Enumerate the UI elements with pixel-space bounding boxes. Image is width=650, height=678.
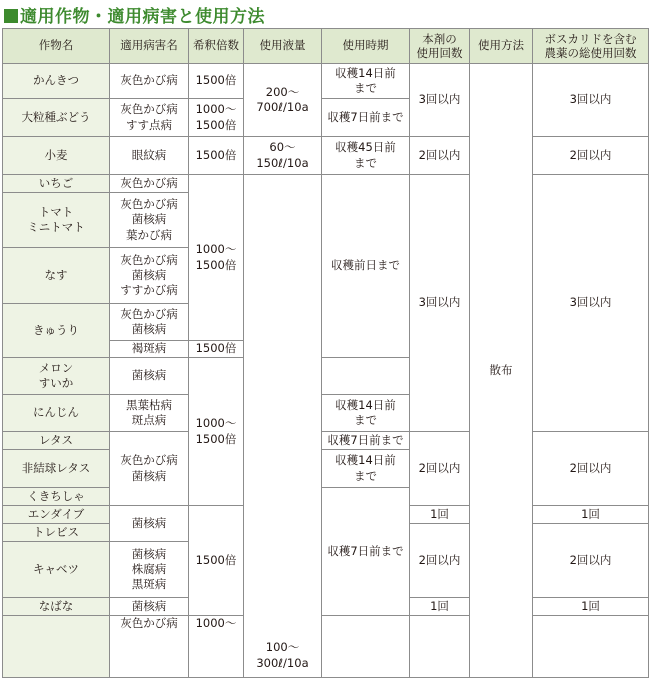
crop-cell: いちご (3, 175, 110, 193)
crop-cell: 小麦 (3, 137, 110, 175)
dilution-cell: 1000〜 1500倍 (189, 99, 244, 137)
title-square-icon (4, 9, 18, 23)
disease-cell: 灰色かび病 (110, 175, 189, 193)
header-row (3, 29, 649, 64)
dilution-cell: 1500倍 (189, 64, 244, 99)
timing-cell: 収穫7日前まで (322, 99, 410, 137)
volume-cell: 60〜 150ℓ/10a (244, 137, 322, 175)
disease-cell: 灰色かび病 菌核病 葉かび病 (110, 193, 189, 248)
crop-cell: くきちしゃ (3, 488, 110, 506)
header-method: 使用方法 (470, 29, 533, 64)
crop-cell: 大粒種ぶどう (3, 99, 110, 137)
dilution-cell: 1000〜 (189, 616, 244, 678)
table-row (3, 175, 649, 193)
count-cell: 3回以内 (410, 64, 470, 137)
disease-cell: 黒葉枯病 斑点病 (110, 395, 189, 432)
crop-cell: かんきつ (3, 64, 110, 99)
dilution-cell: 1500倍 (189, 506, 244, 616)
header-dilution: 希釈倍数 (189, 29, 244, 64)
method-cell: 散布 (470, 64, 533, 678)
timing-cell: 収穫14日前 まで (322, 395, 410, 432)
dilution-cell: 1500倍 (189, 137, 244, 175)
disease-cell: 褐斑病 (110, 341, 189, 358)
disease-cell: 眼紋病 (110, 137, 189, 175)
total-cell: 1回 (533, 598, 649, 616)
count-cell: 2回以内 (410, 524, 470, 598)
disease-cell: 灰色かび病 菌核病 すすかび病 (110, 248, 189, 304)
disease-cell: 菌核病 (110, 506, 189, 542)
timing-cell: 収穫14日前 まで (322, 64, 410, 99)
disease-cell: 灰色かび病 菌核病 (110, 304, 189, 341)
count-cell: 1回 (410, 506, 470, 524)
disease-cell: 灰色かび病 菌核病 (110, 432, 189, 506)
header-volume: 使用液量 (244, 29, 322, 64)
dilution-cell: 1000〜 1500倍 (189, 175, 244, 341)
application-table (2, 28, 649, 678)
crop-cell: トレビス (3, 524, 110, 542)
crop-cell: キャベツ (3, 542, 110, 598)
timing-cell: 収穫45日前 まで (322, 137, 410, 175)
crop-cell: きゅうり (3, 304, 110, 358)
total-cell: 2回以内 (533, 524, 649, 598)
header-total: ボスカリドを含む 農薬の総使用回数 (533, 29, 649, 64)
count-cell: 2回以内 (410, 432, 470, 506)
timing-cell: 収穫14日前 まで (322, 450, 410, 488)
volume-cell (322, 616, 410, 678)
count-cell (533, 616, 649, 678)
volume-cell: 100〜 300ℓ/10a (244, 175, 322, 678)
disease-cell: 菌核病 (110, 598, 189, 616)
crop-cell: なす (3, 248, 110, 304)
dilution-cell: 1000〜 1500倍 (189, 358, 244, 506)
timing-cell: 収穫7日前まで (322, 432, 410, 450)
total-cell: 2回以内 (533, 432, 649, 506)
crop-cell (3, 616, 110, 678)
header-disease: 適用病害名 (110, 29, 189, 64)
timing-cell (410, 616, 470, 678)
disease-cell: 菌核病 (110, 358, 189, 395)
header-crop: 作物名 (3, 29, 110, 64)
total-cell: 3回以内 (533, 64, 649, 137)
timing-cell: 収穫前日まで (322, 175, 410, 358)
table-row (3, 64, 649, 99)
count-cell: 3回以内 (410, 175, 470, 432)
table-row (3, 137, 649, 175)
timing-cell: 収穫7日前まで (322, 488, 410, 616)
total-cell: 3回以内 (533, 175, 649, 432)
header-count: 本剤の 使用回数 (410, 29, 470, 64)
table-row (3, 616, 649, 678)
crop-cell: トマト ミニトマト (3, 193, 110, 248)
count-cell: 2回以内 (410, 137, 470, 175)
dilution-cell: 1500倍 (189, 341, 244, 358)
count-cell: 1回 (410, 598, 470, 616)
disease-cell: 灰色かび病 すす点病 (110, 99, 189, 137)
title-text: 適用作物・適用病害と使用方法 (20, 7, 265, 27)
volume-cell: 200〜 700ℓ/10a (244, 64, 322, 137)
crop-cell: メロン すいか (3, 358, 110, 395)
crop-cell: なばな (3, 598, 110, 616)
disease-cell: 灰色かび病 (110, 616, 189, 678)
disease-cell: 菌核病 株腐病 黒斑病 (110, 542, 189, 598)
crop-cell: にんじん (3, 395, 110, 432)
crop-cell: 非結球レタス (3, 450, 110, 488)
disease-cell: 灰色かび病 (110, 64, 189, 99)
crop-cell: レタス (3, 432, 110, 450)
header-timing: 使用時期 (322, 29, 410, 64)
total-cell: 2回以内 (533, 137, 649, 175)
table-row (3, 432, 649, 450)
page-title (4, 2, 265, 26)
total-cell: 1回 (533, 506, 649, 524)
crop-cell: エンダイブ (3, 506, 110, 524)
